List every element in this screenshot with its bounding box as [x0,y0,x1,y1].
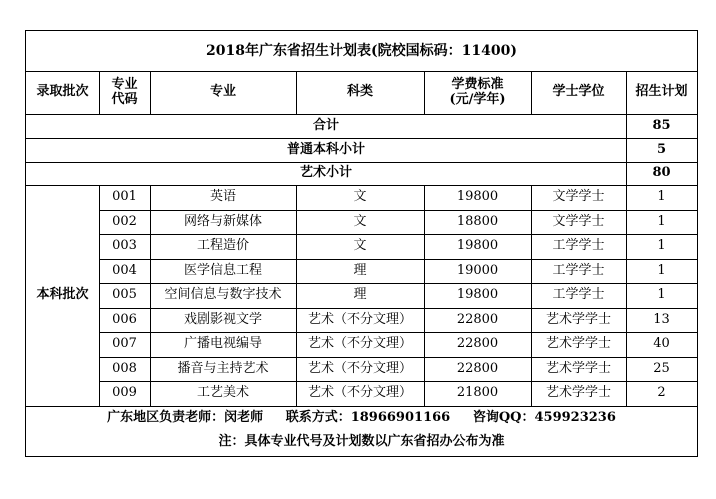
major-code-cell: 009 [112,385,137,401]
category-cell: 理 [353,287,367,303]
header-major-code [99,71,150,114]
header-major-code-line1: 专业 [111,76,138,92]
major-name-cell: 工艺美术 [196,385,249,401]
major-code-cell: 003 [112,238,137,254]
major-code-cell: 002 [112,213,137,229]
summary-art-value: 80 [652,165,671,181]
tuition-cell: 19000 [456,262,499,278]
header-degree: 学士学位 [552,84,605,100]
major-code-cell: 008 [112,360,137,376]
header-batch: 录取批次 [36,84,89,100]
header-major: 专业 [209,84,236,100]
major-name-cell: 戏剧影视文学 [183,311,262,327]
degree-cell: 文学学士 [552,189,605,205]
header-plan: 招生计划 [635,84,688,100]
degree-cell: 艺术学学士 [545,385,611,401]
header-tuition-line1: 学费标准 [451,76,504,92]
plan-count-cell: 40 [653,336,670,352]
degree-cell: 工学学士 [552,287,605,303]
major-name-cell: 医学信息工程 [183,262,262,278]
degree-cell: 艺术学学士 [545,311,611,327]
major-code-cell: 001 [112,189,137,205]
major-name-cell: 播音与主持艺术 [177,360,269,376]
major-code-cell: 004 [112,262,137,278]
tuition-cell: 22800 [456,360,499,376]
plan-count-cell: 2 [657,385,666,401]
plan-count-cell: 1 [657,213,666,229]
plan-count-cell: 13 [653,311,670,327]
footer-note: 注：具体专业代号及计划数以广东省招办公布为准 [218,433,505,449]
header-tuition-line2: (元/学年) [449,91,506,107]
degree-cell: 工学学士 [552,238,605,254]
major-name-cell: 工程造价 [196,238,249,254]
plan-count-cell: 1 [657,262,666,278]
plan-count-cell: 25 [653,360,670,376]
major-name-cell: 英语 [209,189,236,205]
degree-cell: 艺术学学士 [545,360,611,376]
category-cell: 艺术（不分文理） [307,360,412,376]
summary-regular-label: 普通本科小计 [286,141,365,157]
major-name-cell: 网络与新媒体 [183,213,262,229]
category-cell: 艺术（不分文理） [307,311,412,327]
plan-count-cell: 1 [657,238,666,254]
header-tuition [424,71,531,114]
summary-art-label: 艺术小计 [299,165,352,181]
tuition-cell: 18800 [456,213,499,229]
plan-count-cell: 1 [657,287,666,303]
category-cell: 艺术（不分文理） [307,336,412,352]
summary-total-value: 85 [652,117,671,133]
table-title: 2018年广东省招生计划表(院校国标码：11400) [206,42,517,59]
major-code-cell: 006 [112,311,137,327]
degree-cell: 文学学士 [552,213,605,229]
tuition-cell: 19800 [456,287,499,303]
tuition-cell: 22800 [456,311,499,327]
major-name-cell: 广播电视编导 [183,336,262,352]
plan-count-cell: 1 [657,189,666,205]
summary-total-label: 合计 [312,117,339,133]
category-cell: 文 [353,213,367,229]
header-major-code-line2: 代码 [111,91,138,107]
batch-cell: 本科批次 [36,287,89,303]
major-name-cell: 空间信息与数字技术 [164,287,282,303]
major-code-cell: 005 [112,287,137,303]
category-cell: 艺术（不分文理） [307,385,412,401]
degree-cell: 艺术学学士 [545,336,611,352]
major-code-cell: 007 [112,336,137,352]
category-cell: 理 [353,262,367,278]
header-category: 科类 [346,84,373,100]
tuition-cell: 22800 [456,336,499,352]
footer-contact: 广东地区负责老师：闵老师 联系方式：18966901166 咨询QQ：459923236 [107,409,616,425]
tuition-cell: 19800 [456,189,499,205]
degree-cell: 工学学士 [552,262,605,278]
category-cell: 文 [353,189,367,205]
tuition-cell: 21800 [456,385,499,401]
summary-regular-value: 5 [656,141,667,157]
tuition-cell: 19800 [456,238,499,254]
category-cell: 文 [353,238,367,254]
admission-plan-table [25,30,698,457]
